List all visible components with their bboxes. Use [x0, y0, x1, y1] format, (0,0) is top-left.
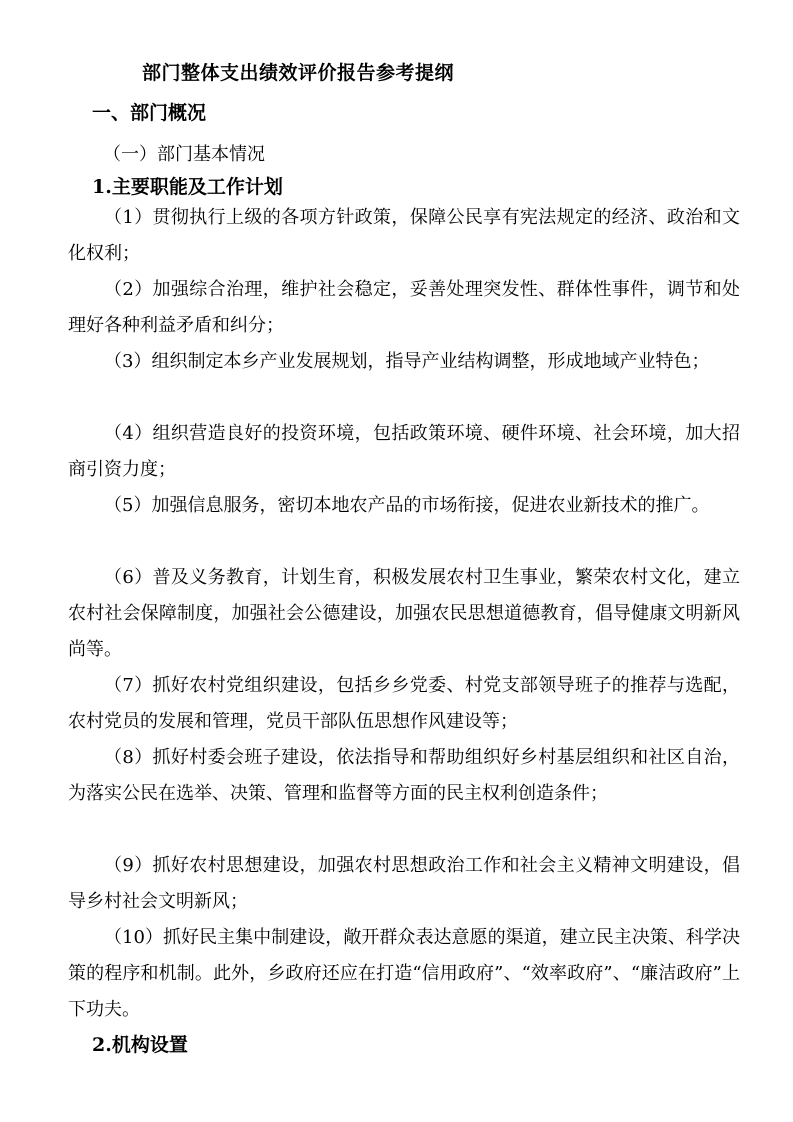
list-item: （1）贯彻执行上级的各项方针政策，保障公民享有宪法规定的经济、政治和文化权利；	[68, 207, 740, 264]
list-item: （7）抓好农村党组织建设，包括乡乡党委、村党支部领导班子的推荐与选配，农村党员的发展和管理，党员干部队伍思想作风建设等；	[68, 675, 740, 732]
list-item: （3）组织制定本乡产业发展规划，指导产业结构调整，形成地域产业特色；	[104, 351, 710, 372]
sub-heading-functions: 1.主要职能及工作计划	[92, 176, 283, 198]
list-item: （4）组织营造良好的投资环境，包括政策环境、硬件环境、社会环境，加大招商引资力度；	[68, 423, 740, 480]
document-title: 部门整体支出绩效评价报告参考提纲	[142, 62, 455, 84]
sub-heading-organization: 2.机构设置	[92, 1034, 188, 1056]
list-item: （9）抓好农村思想建设，加强农村思想政治工作和社会主义精神文明建设，倡导乡村社会文明新风；	[68, 855, 740, 912]
list-item: （6）普及义务教育，计划生育，积极发展农村卫生事业，繁荣农村文化，建立农村社会保障制度，加强社会公德建设，加强农民思想道德教育，倡导健康文明新风尚等。	[68, 567, 740, 660]
list-item: （5）加强信息服务，密切本地农产品的市场衔接，促进农业新技术的推广。	[104, 495, 710, 516]
list-item: （10）抓好民主集中制建设，敞开群众表达意愿的渠道，建立民主决策、科学决策的程序和机制。此外，乡政府还应在打造“信用政府”、“效率政府”、“廉洁政府”上下功夫。	[68, 927, 740, 1020]
list-item: （2）加强综合治理，维护社会稳定，妥善处理突发性、群体性事件，调节和处理好各种利益矛盾和纠分；	[68, 279, 740, 336]
list-item: （8）抓好村委会班子建设，依法指导和帮助组织好乡村基层组织和社区自治，为落实公民在选举、决策、管理和监督等方面的民主权利创造条件；	[68, 747, 740, 804]
subsection-heading-basic-info: （一）部门基本情况	[103, 144, 265, 165]
section-heading-overview: 一、部门概况	[92, 102, 207, 124]
